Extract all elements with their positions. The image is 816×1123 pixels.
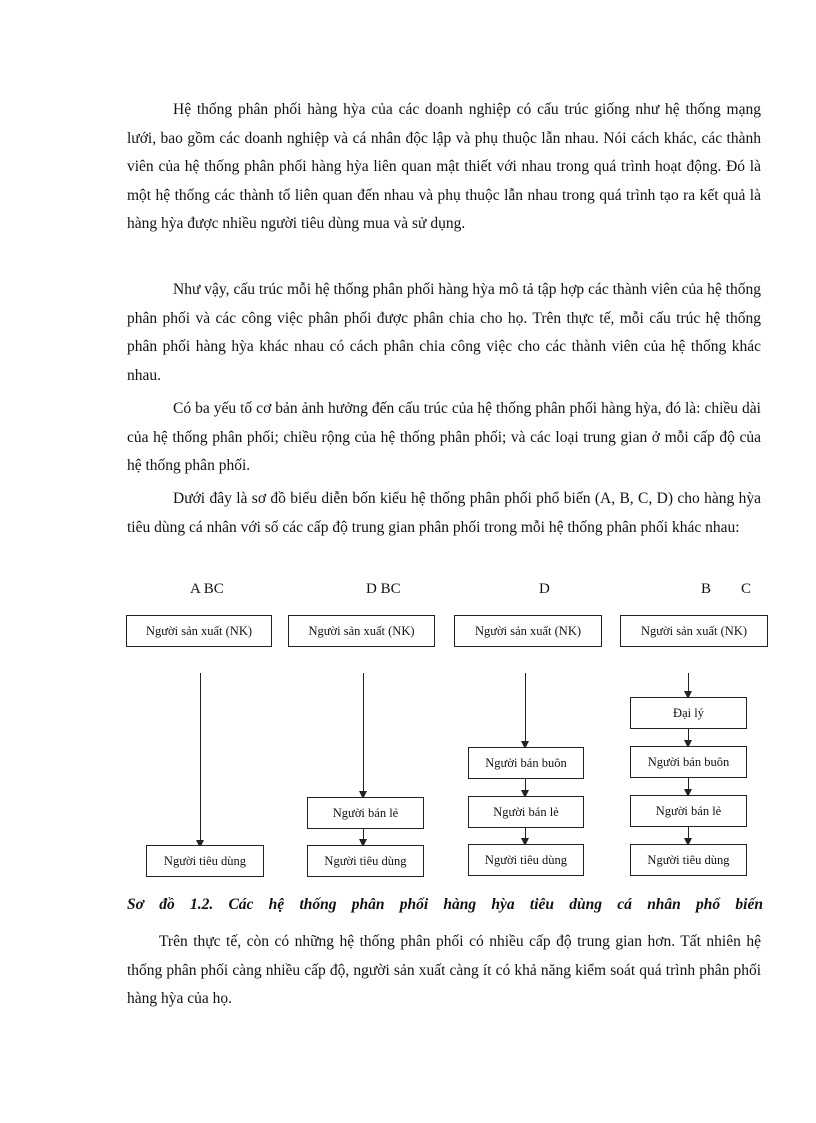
flow-arrow [363, 829, 364, 846]
column-label-2: D BC [366, 581, 401, 597]
flow-arrow [525, 673, 526, 748]
paragraph-more-levels: Trên thực tế, còn có những hệ thống phân phối có nhiều cấp độ trung gian hơn. Tất nhiên hệ thống phân phối càng nhiều cấp độ, người sản xuất càng ít có khả năng kiểm soát quá trình phân phối hàng hỳa của họ. [127, 933, 761, 1007]
flow-arrow [688, 827, 689, 845]
retailer-box-4: Người bán lẻ [630, 795, 747, 827]
flow-arrow [200, 673, 201, 847]
flow-arrow [525, 779, 526, 797]
paragraph-structure-members: Như vậy, cấu trúc mỗi hệ thống phân phối hàng hỳa mô tả tập hợp các thành viên của hệ thống phân phối và các công việc phân phối được phân chia cho họ. Trên thực tế, mỗi cấu trúc hệ thống phân phối hàng hỳa khác nhau có cách phân chia công việc cho các thành viên của hệ thống khác nhau. [127, 281, 761, 384]
column-label-3: D [539, 581, 550, 597]
consumer-box-1: Người tiêu dùng [146, 845, 264, 877]
column-label-1: A BC [190, 581, 224, 597]
consumer-box-4: Người tiêu dùng [630, 844, 747, 876]
diagram-caption: Sơ đồ 1.2. Các hệ thống phân phối hàng hỳa tiêu dùng cá nhân phổ biến [127, 896, 763, 913]
flow-arrow [363, 673, 364, 798]
retailer-box-3: Người bán lẻ [468, 796, 584, 828]
paragraph-network-structure: Hệ thống phân phối hàng hỳa của các doanh nghiệp có cấu trúc giống như hệ thống mạng lưới, bao gồm các doanh nghiệp và cá nhân độc lập và phụ thuộc lẫn nhau. Nói cách khác, các thành viên của hệ thống phân phối hàng hỳa liên quan mật thiết với nhau trong quá trình hoạt động. Đó là một hệ thống các thành tố liên quan đến nhau và phụ thuộc lẫn nhau trong quá trình tạo ra kết quả là hàng hỳa được nhiều người tiêu dùng mua và sử dụng. [127, 101, 761, 232]
column-label-4: B C [701, 581, 752, 597]
agent-box-4: Đại lý [630, 697, 747, 729]
flow-arrow [525, 828, 526, 845]
paragraph-diagram-intro: Dưới đây là sơ đồ biểu diễn bốn kiểu hệ thống phân phối phổ biến (A, B, C, D) cho hàng hỳa tiêu dùng cá nhân với số các cấp độ trung gian phân phối trong mỗi hệ thống phân phối khác nhau: [127, 490, 761, 536]
paragraph-three-factors: Có ba yếu tố cơ bản ảnh hưởng đến cấu trúc của hệ thống phân phối hàng hỳa, đó là: chiều dài của hệ thống phân phối; chiều rộng của hệ thống phân phối; và các loại trung gian ở mỗi cấp độ của hệ thống phân phối. [127, 400, 761, 474]
flow-arrow [688, 729, 689, 747]
wholesaler-box-3: Người bán buôn [468, 747, 584, 779]
consumer-box-2: Người tiêu dùng [307, 845, 424, 877]
producer-box-2: Người sản xuất (NK) [288, 615, 435, 647]
flow-arrow [688, 778, 689, 796]
producer-box-1: Người sản xuất (NK) [126, 615, 272, 647]
distribution-channel-diagram [0, 575, 816, 885]
producer-box-3: Người sản xuất (NK) [454, 615, 602, 647]
producer-box-4: Người sản xuất (NK) [620, 615, 768, 647]
flow-arrow [688, 673, 689, 698]
consumer-box-3: Người tiêu dùng [468, 844, 584, 876]
wholesaler-box-4: Người bán buôn [630, 746, 747, 778]
retailer-box-2: Người bán lẻ [307, 797, 424, 829]
